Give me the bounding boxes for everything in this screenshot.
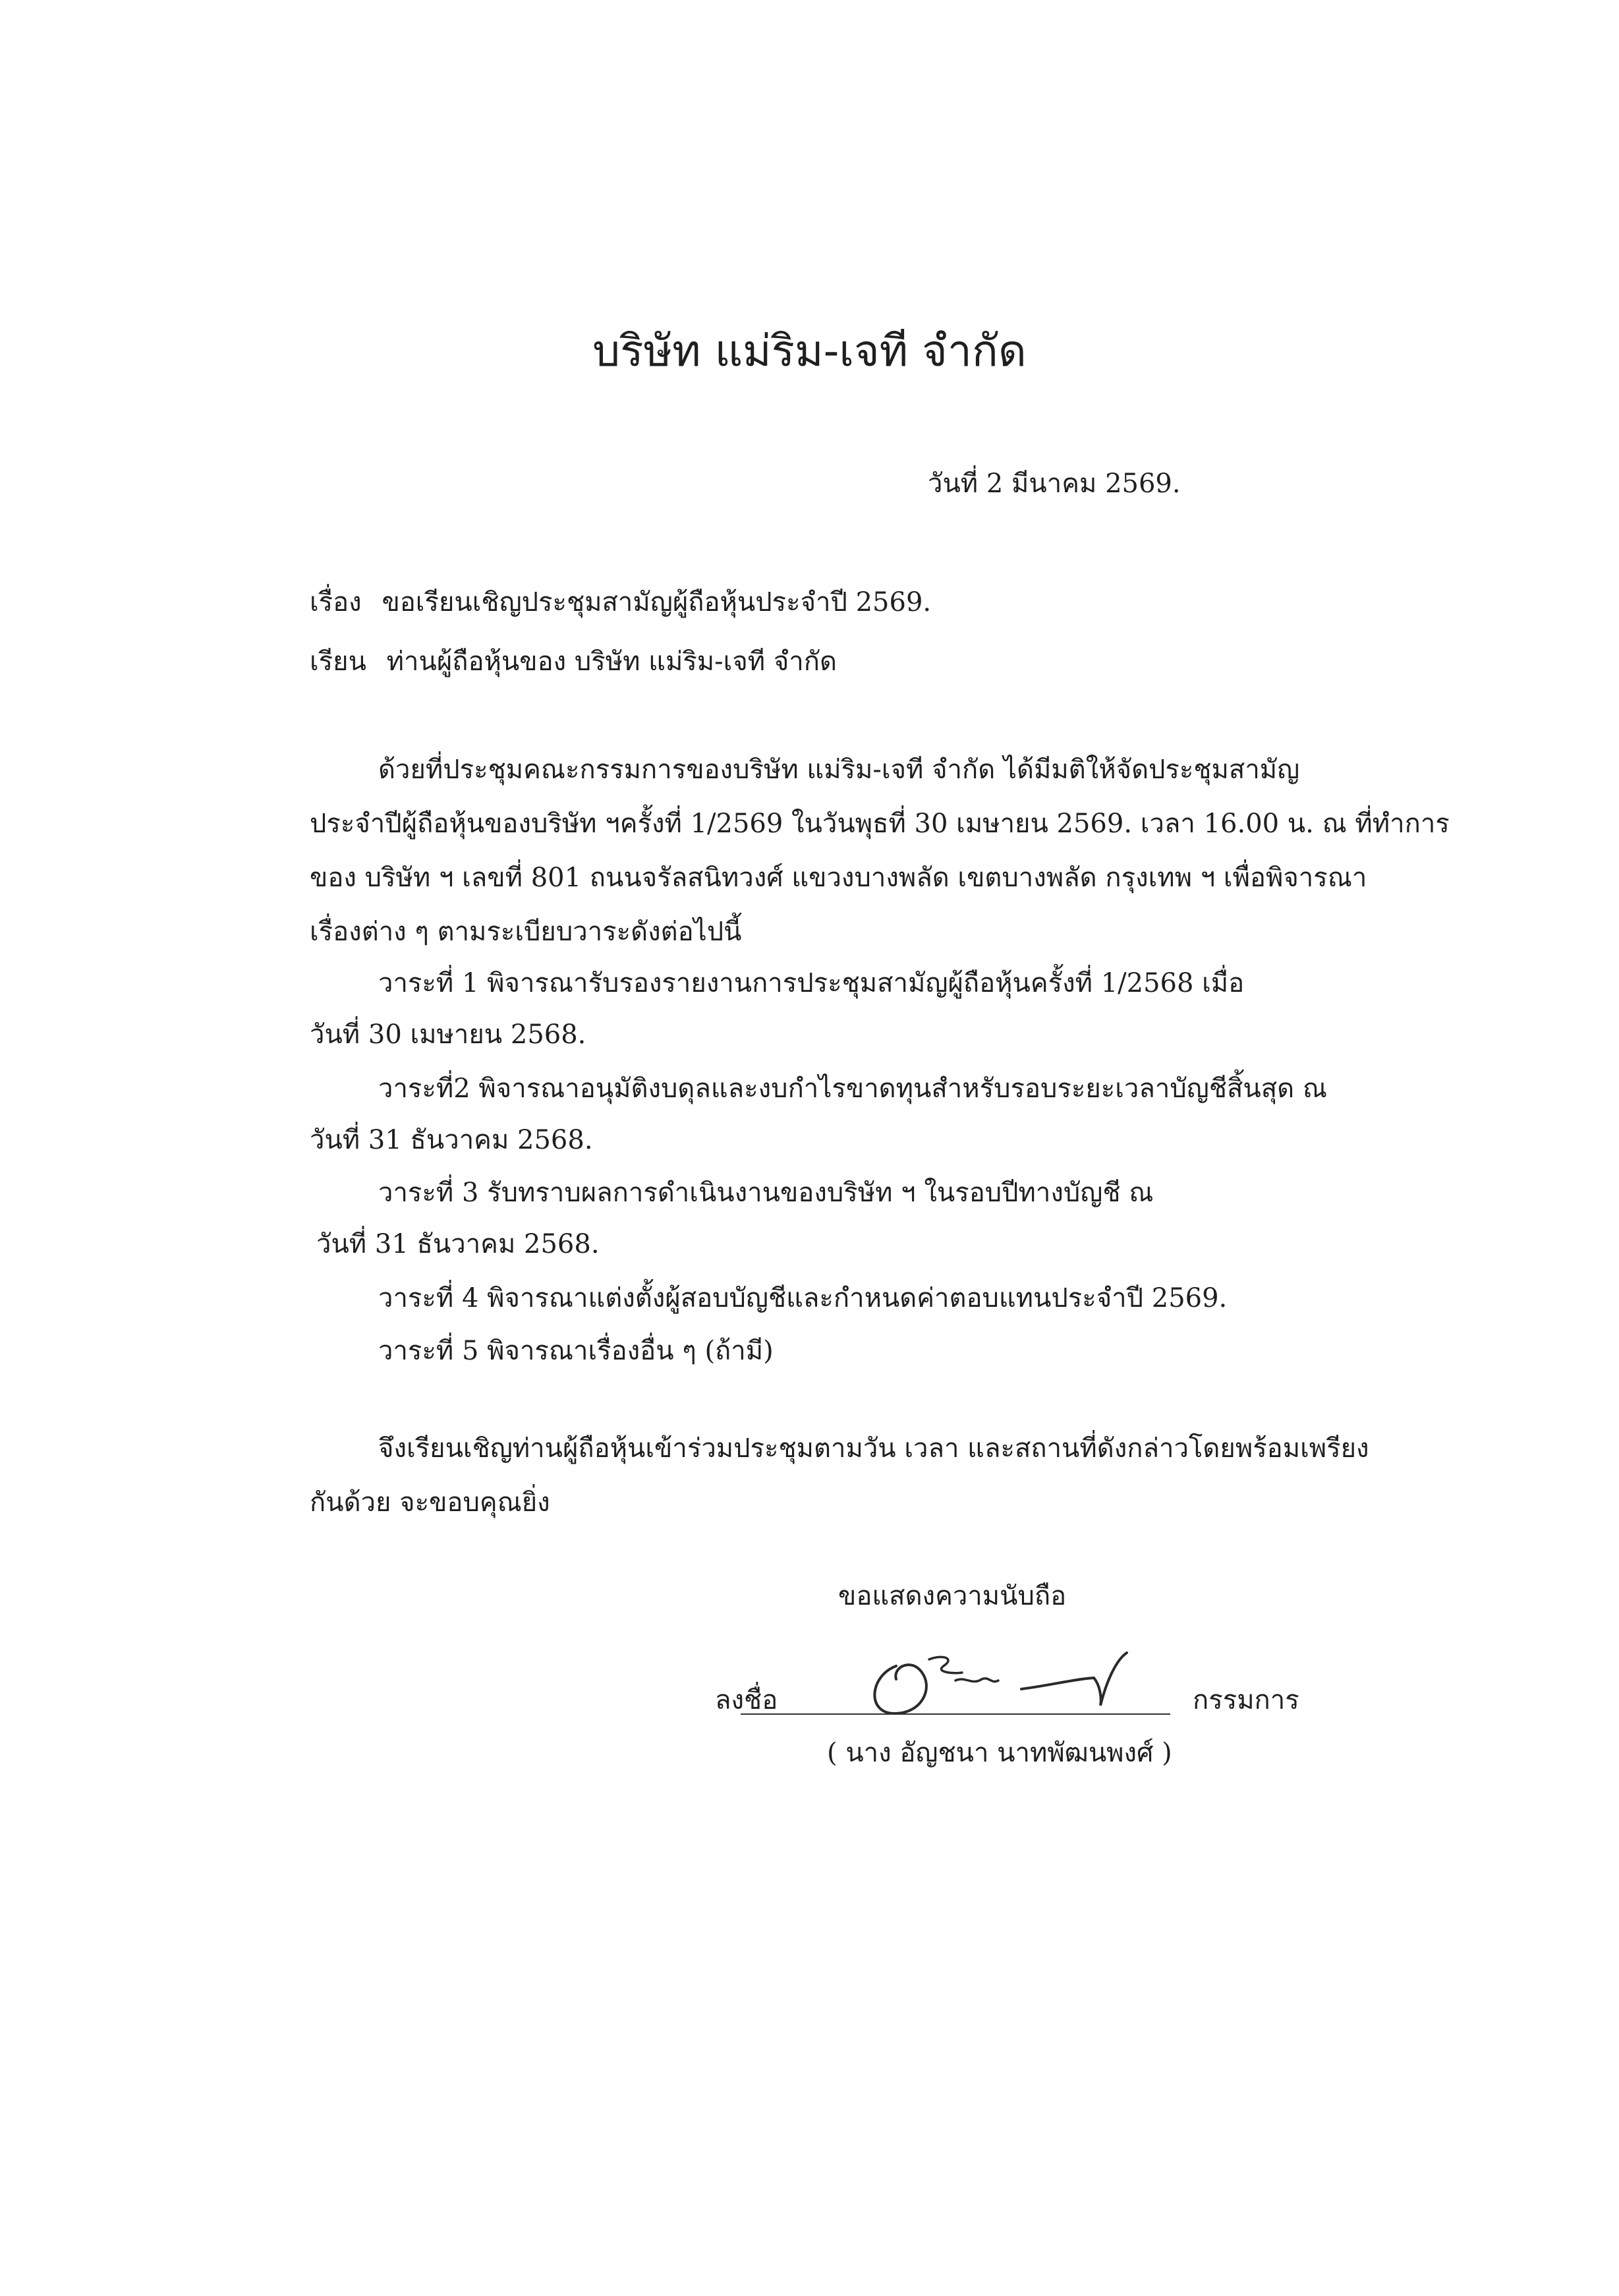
body-line: ประจำปีผู้ถือหุ้นของบริษัท ฯครั้งที่ 1/2569 ในวันพุธที่ 30 เมษายน 2569. เวลา 16.00 น. ณ ที่ทำการ — [310, 809, 1450, 839]
agenda-item: วาระที่ 3 รับทราบผลการดำเนินงานของบริษัท ฯ ในรอบปีทางบัญชี ณ — [378, 1178, 1154, 1208]
signature-line — [741, 1713, 1170, 1715]
subject-label: เรื่อง — [310, 587, 362, 617]
closing-paragraph-line: กันด้วย จะขอบคุณยิ่ง — [310, 1487, 550, 1518]
subject-text: ขอเรียนเชิญประชุมสามัญผู้ถือหุ้นประจำปี 2569. — [382, 587, 932, 617]
closing-paragraph-line: จึงเรียนเชิญท่านผู้ถือหุ้นเข้าร่วมประชุมตามวัน เวลา และสถานที่ดังกล่าวโดยพร้อมเพรียง — [378, 1433, 1369, 1464]
body-line: เรื่องต่าง ๆ ตามระเบียบวาระดังต่อไปนี้ — [310, 917, 742, 947]
agenda-item-continued: วันที่ 31 ธันวาคม 2568. — [316, 1229, 600, 1259]
subject-line — [310, 584, 931, 621]
agenda-item: วาระที่ 4 พิจารณาแต่งตั้งผู้สอบบัญชีและกำหนดค่าตอบแทนประจำปี 2569. — [378, 1283, 1228, 1313]
signature-label: ลงชื่อ — [715, 1685, 778, 1715]
addressee-text: ท่านผู้ถือหุ้นของ บริษัท แม่ริม-เจที จำกัด — [386, 646, 837, 677]
handwritten-signature — [857, 1640, 1166, 1732]
letter-date: วันที่ 2 มีนาคม 2569. — [928, 469, 1181, 499]
closing-salutation: ขอแสดงความนับถือ — [838, 1581, 1067, 1611]
addressee-line — [310, 643, 837, 680]
agenda-item-continued: วันที่ 30 เมษายน 2568. — [310, 1019, 586, 1050]
agenda-item: วาระที่ 1 พิจารณารับรองรายงานการประชุมสามัญผู้ถือหุ้นครั้งที่ 1/2568 เมื่อ — [378, 968, 1245, 998]
signer-name: ( นาง อัญชนา นาทพัฒนพงศ์ ) — [827, 1738, 1172, 1768]
agenda-item: วาระที่ 5 พิจารณาเรื่องอื่น ๆ (ถ้ามี) — [378, 1336, 774, 1366]
addressee-label: เรียน — [310, 646, 366, 677]
signer-position: กรรมการ — [1193, 1685, 1299, 1715]
agenda-item: วาระที่2 พิจารณาอนุมัติงบดุลและงบกำไรขาดทุนสำหรับรอบระยะเวลาบัญชีสิ้นสุด ณ — [378, 1074, 1327, 1104]
company-title: บริษัท แม่ริม-เจที จำกัด — [592, 326, 1027, 376]
body-line: ด้วยที่ประชุมคณะกรรมการของบริษัท แม่ริม-เจที จำกัด ได้มีมติให้จัดประชุมสามัญ — [378, 755, 1300, 785]
body-line: ของ บริษัท ฯ เลขที่ 801 ถนนจรัลสนิทวงศ์ แขวงบางพลัด เขตบางพลัด กรุงเทพ ฯ เพื่อพิจารณา — [310, 863, 1367, 893]
agenda-item-continued: วันที่ 31 ธันวาคม 2568. — [310, 1125, 593, 1155]
